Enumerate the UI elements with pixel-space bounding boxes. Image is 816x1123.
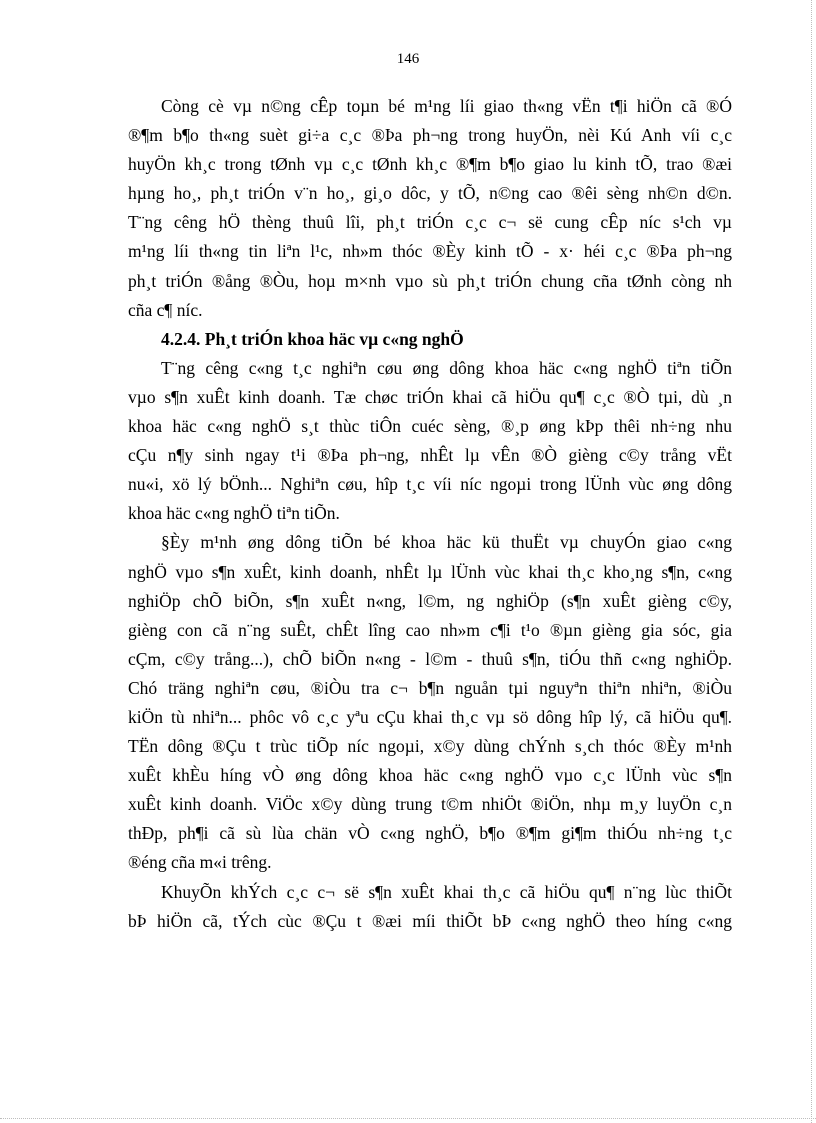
text-line: cña c¶ níc. [128,299,203,320]
text-line: T¨ng cêng hÖ thèng thuû lîi, ph¸t triÓn c¸c c¬ së cung cÊp níc s¹ch vµ [128,212,732,233]
text-line: Còng cè vµ n©ng cÊp toµn bé m¹ng líi giao th«ng vËn t¶i hiÖn cã ®Ó [161,96,732,116]
text-line: m¹ng líi th«ng tin liªn l¹c, nh»m thóc ®Èy kinh tÕ - x· héi c¸c ®Þa ph¬ng [128,241,732,262]
text-line: TËn dông ®Çu t trùc tiÕp níc ngoµi, x©y dùng chÝnh s¸ch thóc ®Èy m¹nh [128,736,732,757]
text-line: ph¸t triÓn ®ång ®Òu, hoµ m×nh vµo sù ph¸t triÓn chung cña tØnh còng nh [128,270,732,291]
text-line: cÇm, c©y trång...), chÕ biÕn n«ng - l©m - thuû s¶n, tiÓu thñ c«ng nghiÖp. [128,648,732,669]
text-line: ®éng cña m«i trêng. [128,852,272,873]
text-line: cÇu n¶y sinh ngay t¹i ®Þa ph¬ng, nhÊt lµ vÊn ®Ò gièng c©y trång vËt [128,445,732,466]
text-line: nghÖ vµo s¶n xuÊt, kinh doanh, nhÊt lµ lÜnh vùc khai th¸c kho¸ng s¶n, c«ng [128,561,732,582]
text-line: nu«i, xö lý bÖnh... Nghiªn cøu, hîp t¸c víi níc ngoµi trong lÜnh vùc øng dông [128,474,732,495]
text-line: ®¶m b¶o th«ng suèt gi÷a c¸c ®Þa ph¬ng trong huyÖn, nèi Kú Anh víi c¸c [128,125,732,146]
text-line: kiÖn tù nhiªn... phôc vô c¸c yªu cÇu khai th¸c vµ sö dông hîp lý, cã hiÖu qu¶. [128,706,732,727]
text-line: khoa häc c«ng nghÖ s¸t thùc tiÔn cuéc sèng, ®¸p øng kÞp thêi nh÷ng nhu [128,416,732,437]
text-line: xuÊt khÈu híng vÒ øng dông khoa häc c«ng nghÖ vµo c¸c lÜnh vùc s¶n [128,765,732,786]
text-line: thÐp, ph¶i cã sù lùa chän vÒ c«ng nghÖ, b¶o ®¶m gi¶m thiÓu nh÷ng t¸c [128,823,732,844]
text-line: xuÊt kinh doanh. ViÖc x©y dùng trung t©m nhiÖt ®iÖn, nhµ m¸y luyÖn c¸n [128,794,732,815]
text-line: nghiÖp chÕ biÕn, s¶n xuÊt n«ng, l©m, ng nghiÖp (s¶n xuÊt gièng c©y, [128,590,732,611]
document-body [128,92,732,936]
text-line: §Èy m¹nh øng dông tiÕn bé khoa häc kü thuËt vµ chuyÓn giao c«ng [161,532,732,553]
text-line: Chó träng nghiªn cøu, ®iÒu tra c¬ b¶n nguån tµi nguyªn thiªn nhiªn, ®iÒu [128,677,732,698]
text-line: hµng ho¸, ph¸t triÓn v¨n ho¸, gi¸o dôc, y tÕ, n©ng cao ®êi sèng nh©n d©n. [128,183,732,204]
text-line: bÞ hiÖn cã, tÝch cùc ®Çu t ®æi míi thiÕt bÞ c«ng nghÖ theo híng c«ng [128,910,732,931]
text-line: khoa häc c«ng nghÖ tiªn tiÕn. [128,503,340,524]
section-heading: 4.2.4. Ph¸t triÓn khoa häc vµ c«ng nghÖ [161,328,464,349]
text-line: T¨ng cêng c«ng t¸c nghiªn cøu øng dông khoa häc c«ng nghÖ tiªn tiÕn [161,357,732,378]
page-border-bottom [0,1118,816,1119]
page-border-right [811,0,812,1123]
page-number: 146 [396,51,420,67]
text-line: huyÖn kh¸c trong tØnh vµ c¸c tØnh kh¸c ®¶m b¶o giao lu kinh tÕ, trao ®æi [128,154,732,175]
text-line: gièng con cã n¨ng suÊt, chÊt lîng cao nh»m c¶i t¹o ®µn gièng gia sóc, gia [128,619,732,640]
text-line: vµo s¶n xuÊt kinh doanh. Tæ chøc triÓn khai cã hiÖu qu¶ c¸c ®Ò tµi, dù ¸n [128,386,732,407]
text-line: KhuyÕn khÝch c¸c c¬ së s¶n xuÊt khai th¸c cã hiÖu qu¶ n¨ng lùc thiÕt [161,881,732,902]
